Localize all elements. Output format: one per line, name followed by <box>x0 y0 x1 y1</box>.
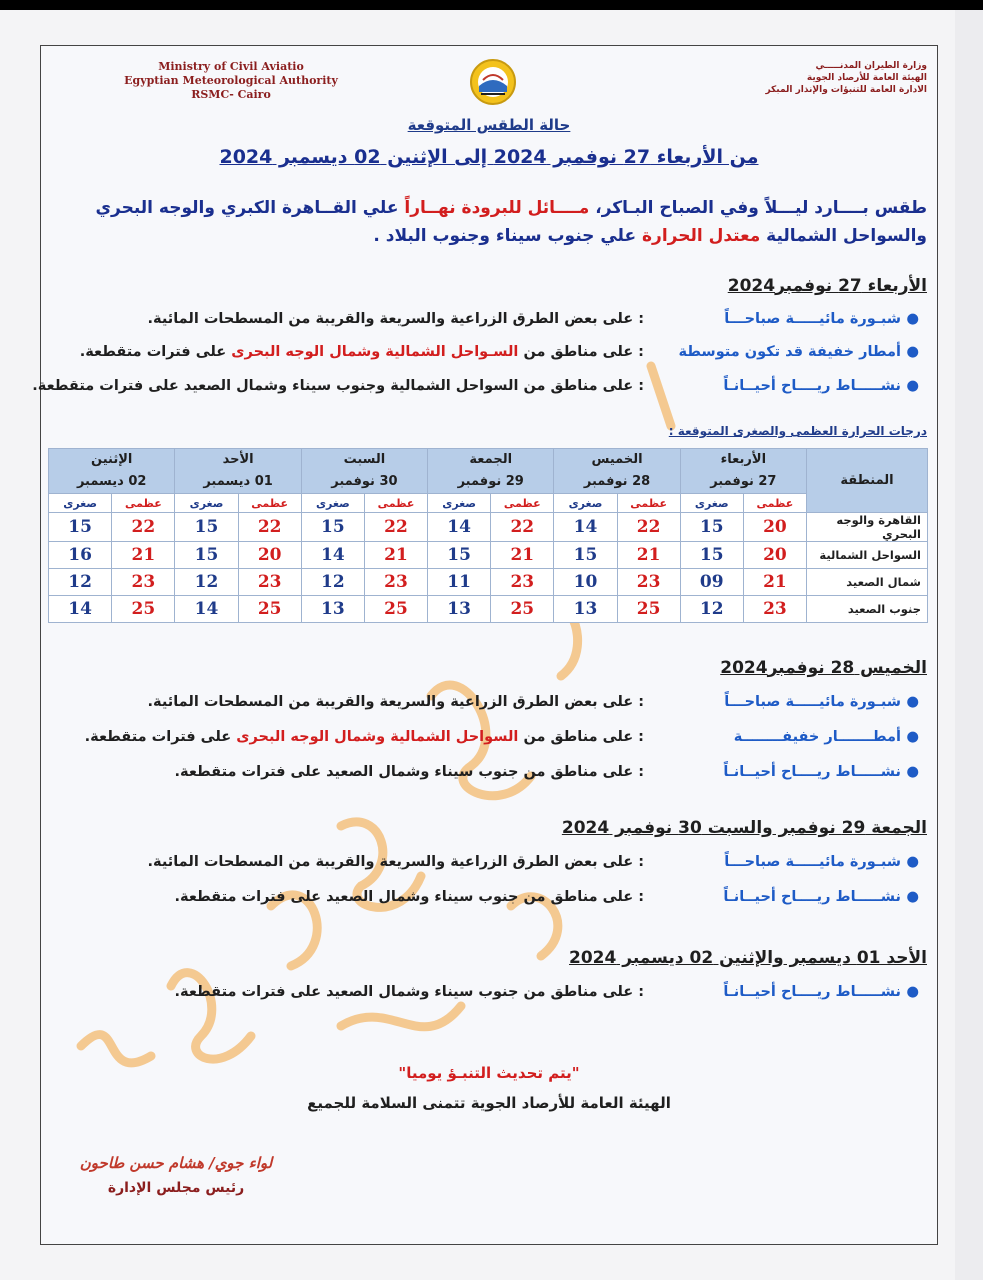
signatory-name: لواء جوي/ هشام حسن طاحون <box>79 1154 273 1172</box>
phenomenon-text: : على مناطق من جنوب سيناء وشمال الصعيد على فترات متقطعة. <box>174 764 644 780</box>
ema-logo-icon <box>469 58 517 106</box>
max-temp: 20 <box>743 513 806 542</box>
rsmc-en: RSMC- Cairo <box>191 88 271 101</box>
list-item <box>59 984 919 1010</box>
region-header: المنطقة <box>807 449 928 513</box>
section-sun-mon-title: الأحد 01 ديسمبر والإثنين 02 ديسمبر 2024 <box>569 948 927 968</box>
authority-en: Egyptian Meteorological Authority <box>124 74 338 87</box>
phenomenon-text <box>80 344 644 360</box>
day-header <box>680 449 806 494</box>
phenomenon-text: : على مناطق من جنوب سيناء وشمال الصعيد على فترات متقطعة. <box>174 889 644 905</box>
max-temp: 25 <box>617 596 680 623</box>
max-label: عظمى <box>617 494 680 513</box>
daily-update-note: "يتم تحديث التنبـؤ يوميا" <box>398 1064 580 1082</box>
phenomenon-label: نشـــــاط ريــــاح أحيــانـاً <box>723 984 901 1000</box>
min-temp: 12 <box>680 596 743 623</box>
day-header <box>49 449 175 494</box>
forecast-period: من الأربعاء 27 نوفمبر 2024 إلى الإثنين 02 ديسمبر 2024 <box>219 146 759 168</box>
list-item <box>59 764 919 790</box>
max-temp: 25 <box>491 596 554 623</box>
bullet-icon: ● <box>906 344 919 360</box>
min-temp: 15 <box>175 513 238 542</box>
min-temp: 14 <box>301 542 364 569</box>
section-thu-title: الخميس 28 نوفمبر2024 <box>720 658 927 678</box>
weather-summary <box>55 194 927 250</box>
phenomenon-label: شبـورة مائيـــــة صباحـــاً <box>724 694 901 710</box>
min-temp: 16 <box>49 542 112 569</box>
safety-wish: الهيئة العامة للأرصاد الجوية تتمنى السلامة للجميع <box>307 1094 671 1112</box>
min-temp: 12 <box>175 569 238 596</box>
phenomenon-label: أمطار خفيفة قد تكون متوسطة <box>678 344 901 360</box>
min-label: صغرى <box>680 494 743 513</box>
max-temp: 22 <box>364 513 427 542</box>
min-temp: 15 <box>428 542 491 569</box>
phenomenon-text: : على مناطق من جنوب سيناء وشمال الصعيد على فترات متقطعة. <box>174 984 644 1000</box>
min-temp: 14 <box>49 596 112 623</box>
min-temp: 15 <box>49 513 112 542</box>
text-a: : على مناطق من <box>518 344 644 360</box>
bullet-icon: ● <box>906 378 919 394</box>
max-label: عظمى <box>743 494 806 513</box>
max-label: عظمى <box>112 494 175 513</box>
day-name: الأحد <box>222 452 254 467</box>
bullet-icon: ● <box>906 729 919 745</box>
text-b: على فترات متقطعة. <box>79 344 232 360</box>
signatory-role: رئيس مجلس الإدارة <box>107 1180 245 1196</box>
max-temp: 22 <box>617 513 680 542</box>
max-temp: 23 <box>364 569 427 596</box>
min-temp: 12 <box>301 569 364 596</box>
max-temp: 21 <box>743 569 806 596</box>
min-temp: 14 <box>554 513 617 542</box>
phenomenon-text <box>85 729 644 745</box>
max-temp: 22 <box>491 513 554 542</box>
max-temp: 23 <box>238 569 301 596</box>
table-row <box>49 513 928 542</box>
day-date: 29 نوفمبر <box>457 474 524 489</box>
max-temp: 23 <box>743 596 806 623</box>
table-row <box>49 596 928 623</box>
text-b: على فترات متقطعة. <box>84 729 237 745</box>
day-date: 30 نوفمبر <box>331 474 398 489</box>
min-temp: 14 <box>175 596 238 623</box>
right-margin-strip <box>955 10 983 1280</box>
day-date: 02 ديسمبر <box>76 474 147 489</box>
max-temp: 20 <box>238 542 301 569</box>
summary-part-3: علي القــاهرة الكبري والوجه البحري والسواحل الشمالية <box>95 198 927 246</box>
phenomenon-label: نشـــــاط ريــــاح أحيــانـاً <box>723 889 901 905</box>
phenomenon-text: : على مناطق من السواحل الشمالية وجنوب سيناء وشمال الصعيد على فترات متقطعة. <box>32 378 644 394</box>
min-temp: 15 <box>680 513 743 542</box>
max-temp: 25 <box>238 596 301 623</box>
day-name: الإثنين <box>91 452 133 467</box>
phenomenon-label: شبـورة مائيـــــة صباحـــاً <box>724 311 901 327</box>
day-name: الأربعاء <box>720 452 767 467</box>
list-item <box>59 694 919 720</box>
min-temp: 13 <box>554 596 617 623</box>
max-temp: 21 <box>491 542 554 569</box>
bullet-icon: ● <box>906 984 919 1000</box>
day-date: 01 ديسمبر <box>203 474 273 489</box>
max-temp: 22 <box>112 513 175 542</box>
bullet-icon: ● <box>906 854 919 870</box>
max-temp: 21 <box>112 542 175 569</box>
bullet-icon: ● <box>906 694 919 710</box>
min-temp: 15 <box>680 542 743 569</box>
day-header <box>554 449 680 494</box>
summary-part-4: معتدل الحرارة <box>642 226 761 246</box>
min-temp: 14 <box>428 513 491 542</box>
max-temp: 23 <box>617 569 680 596</box>
text-red: السـواحل الشمالية وشمال الوجه البحرى <box>231 344 519 360</box>
bullet-icon: ● <box>906 889 919 905</box>
ministry-ar: وزارة الطيران المدنـــــي <box>815 61 927 71</box>
max-temp: 21 <box>364 542 427 569</box>
region-name: جنوب الصعيد <box>807 596 928 623</box>
text-a: : على مناطق من <box>518 729 644 745</box>
max-label: عظمى <box>238 494 301 513</box>
list-item <box>32 378 919 404</box>
day-name: الجمعة <box>469 452 513 467</box>
min-temp: 13 <box>428 596 491 623</box>
min-temp: 15 <box>175 542 238 569</box>
list-item <box>59 729 919 755</box>
temperature-table <box>48 448 928 623</box>
min-label: صغرى <box>175 494 238 513</box>
phenomenon-label: نشـــــاط ريــــاح أحيــانـاً <box>723 378 901 394</box>
max-temp: 20 <box>743 542 806 569</box>
page-title: حالة الطقس المتوقعة <box>407 116 571 134</box>
min-temp: 13 <box>301 596 364 623</box>
max-label: عظمى <box>491 494 554 513</box>
min-temp: 12 <box>49 569 112 596</box>
max-temp: 25 <box>364 596 427 623</box>
day-header <box>175 449 301 494</box>
sub-header-row <box>49 494 928 513</box>
table-caption: درجات الحرارة العظمى والصغرى المتوقعة : <box>668 424 927 438</box>
list-item <box>59 889 919 915</box>
table-row <box>49 542 928 569</box>
authority-ar: الهيئة العامة للأرصاد الجوية <box>806 73 927 83</box>
summary-part-1: طقس بــــارد ليـــلاً وفي الصباح البـاكر، <box>589 198 927 218</box>
min-label: صغرى <box>301 494 364 513</box>
english-header <box>101 60 361 102</box>
day-date: 27 نوفمبر <box>710 474 777 489</box>
phenomenon-text: : على بعض الطرق الزراعية والسريعة والقريبة من المسطحات المائية. <box>147 694 644 710</box>
max-temp: 22 <box>238 513 301 542</box>
min-label: صغرى <box>428 494 491 513</box>
section-fri-sat-title: الجمعة 29 نوفمبر والسبت 30 نوفمبر 2024 <box>561 818 927 838</box>
phenomenon-label: أمطـــــــار خفيفــــــــة <box>733 729 901 745</box>
min-temp: 09 <box>680 569 743 596</box>
phenomenon-label: شبـورة مائيـــــة صباحـــاً <box>724 854 901 870</box>
list-item <box>59 344 919 370</box>
day-header <box>428 449 554 494</box>
ministry-en: Ministry of Civil Aviatio <box>158 60 304 73</box>
max-temp: 23 <box>491 569 554 596</box>
region-name: السواحل الشمالية <box>807 542 928 569</box>
bulletin-page <box>32 45 938 1245</box>
list-item <box>59 311 919 337</box>
text-red: السواحل الشمالية وشمال الوجه البحرى <box>236 729 519 745</box>
table-row <box>49 569 928 596</box>
phenomenon-text: : على بعض الطرق الزراعية والسريعة والقريبة من المسطحات المائية. <box>147 854 644 870</box>
region-name: شمال الصعيد <box>807 569 928 596</box>
top-black-bar <box>0 0 983 10</box>
min-label: صغرى <box>554 494 617 513</box>
directorate-ar: الادارة العامة للتنبؤات والإنذار المبكر <box>765 85 927 95</box>
arabic-header <box>667 60 927 96</box>
min-temp: 15 <box>554 542 617 569</box>
day-header <box>301 449 427 494</box>
max-temp: 25 <box>112 596 175 623</box>
phenomenon-label: نشـــــاط ريــــاح أحيــانـاً <box>723 764 901 780</box>
list-item <box>59 854 919 880</box>
max-temp: 21 <box>617 542 680 569</box>
min-temp: 11 <box>428 569 491 596</box>
summary-part-5: علي جنوب سيناء وجنوب البلاد . <box>373 226 642 246</box>
min-label: صغرى <box>49 494 112 513</box>
day-name: الخميس <box>591 452 643 467</box>
min-temp: 10 <box>554 569 617 596</box>
day-name: السبت <box>343 452 386 467</box>
summary-part-2: مــــائل للبرودة نهــاراً <box>404 198 590 218</box>
phenomenon-text: : على بعض الطرق الزراعية والسريعة والقريبة من المسطحات المائية. <box>147 311 644 327</box>
max-label: عظمى <box>364 494 427 513</box>
bullet-icon: ● <box>906 311 919 327</box>
max-temp: 23 <box>112 569 175 596</box>
section-wed-title: الأربعاء 27 نوفمبر2024 <box>727 276 927 296</box>
bullet-icon: ● <box>906 764 919 780</box>
day-date: 28 نوفمبر <box>583 474 651 489</box>
min-temp: 15 <box>301 513 364 542</box>
region-name: القاهرة والوجه البحري <box>807 513 928 542</box>
